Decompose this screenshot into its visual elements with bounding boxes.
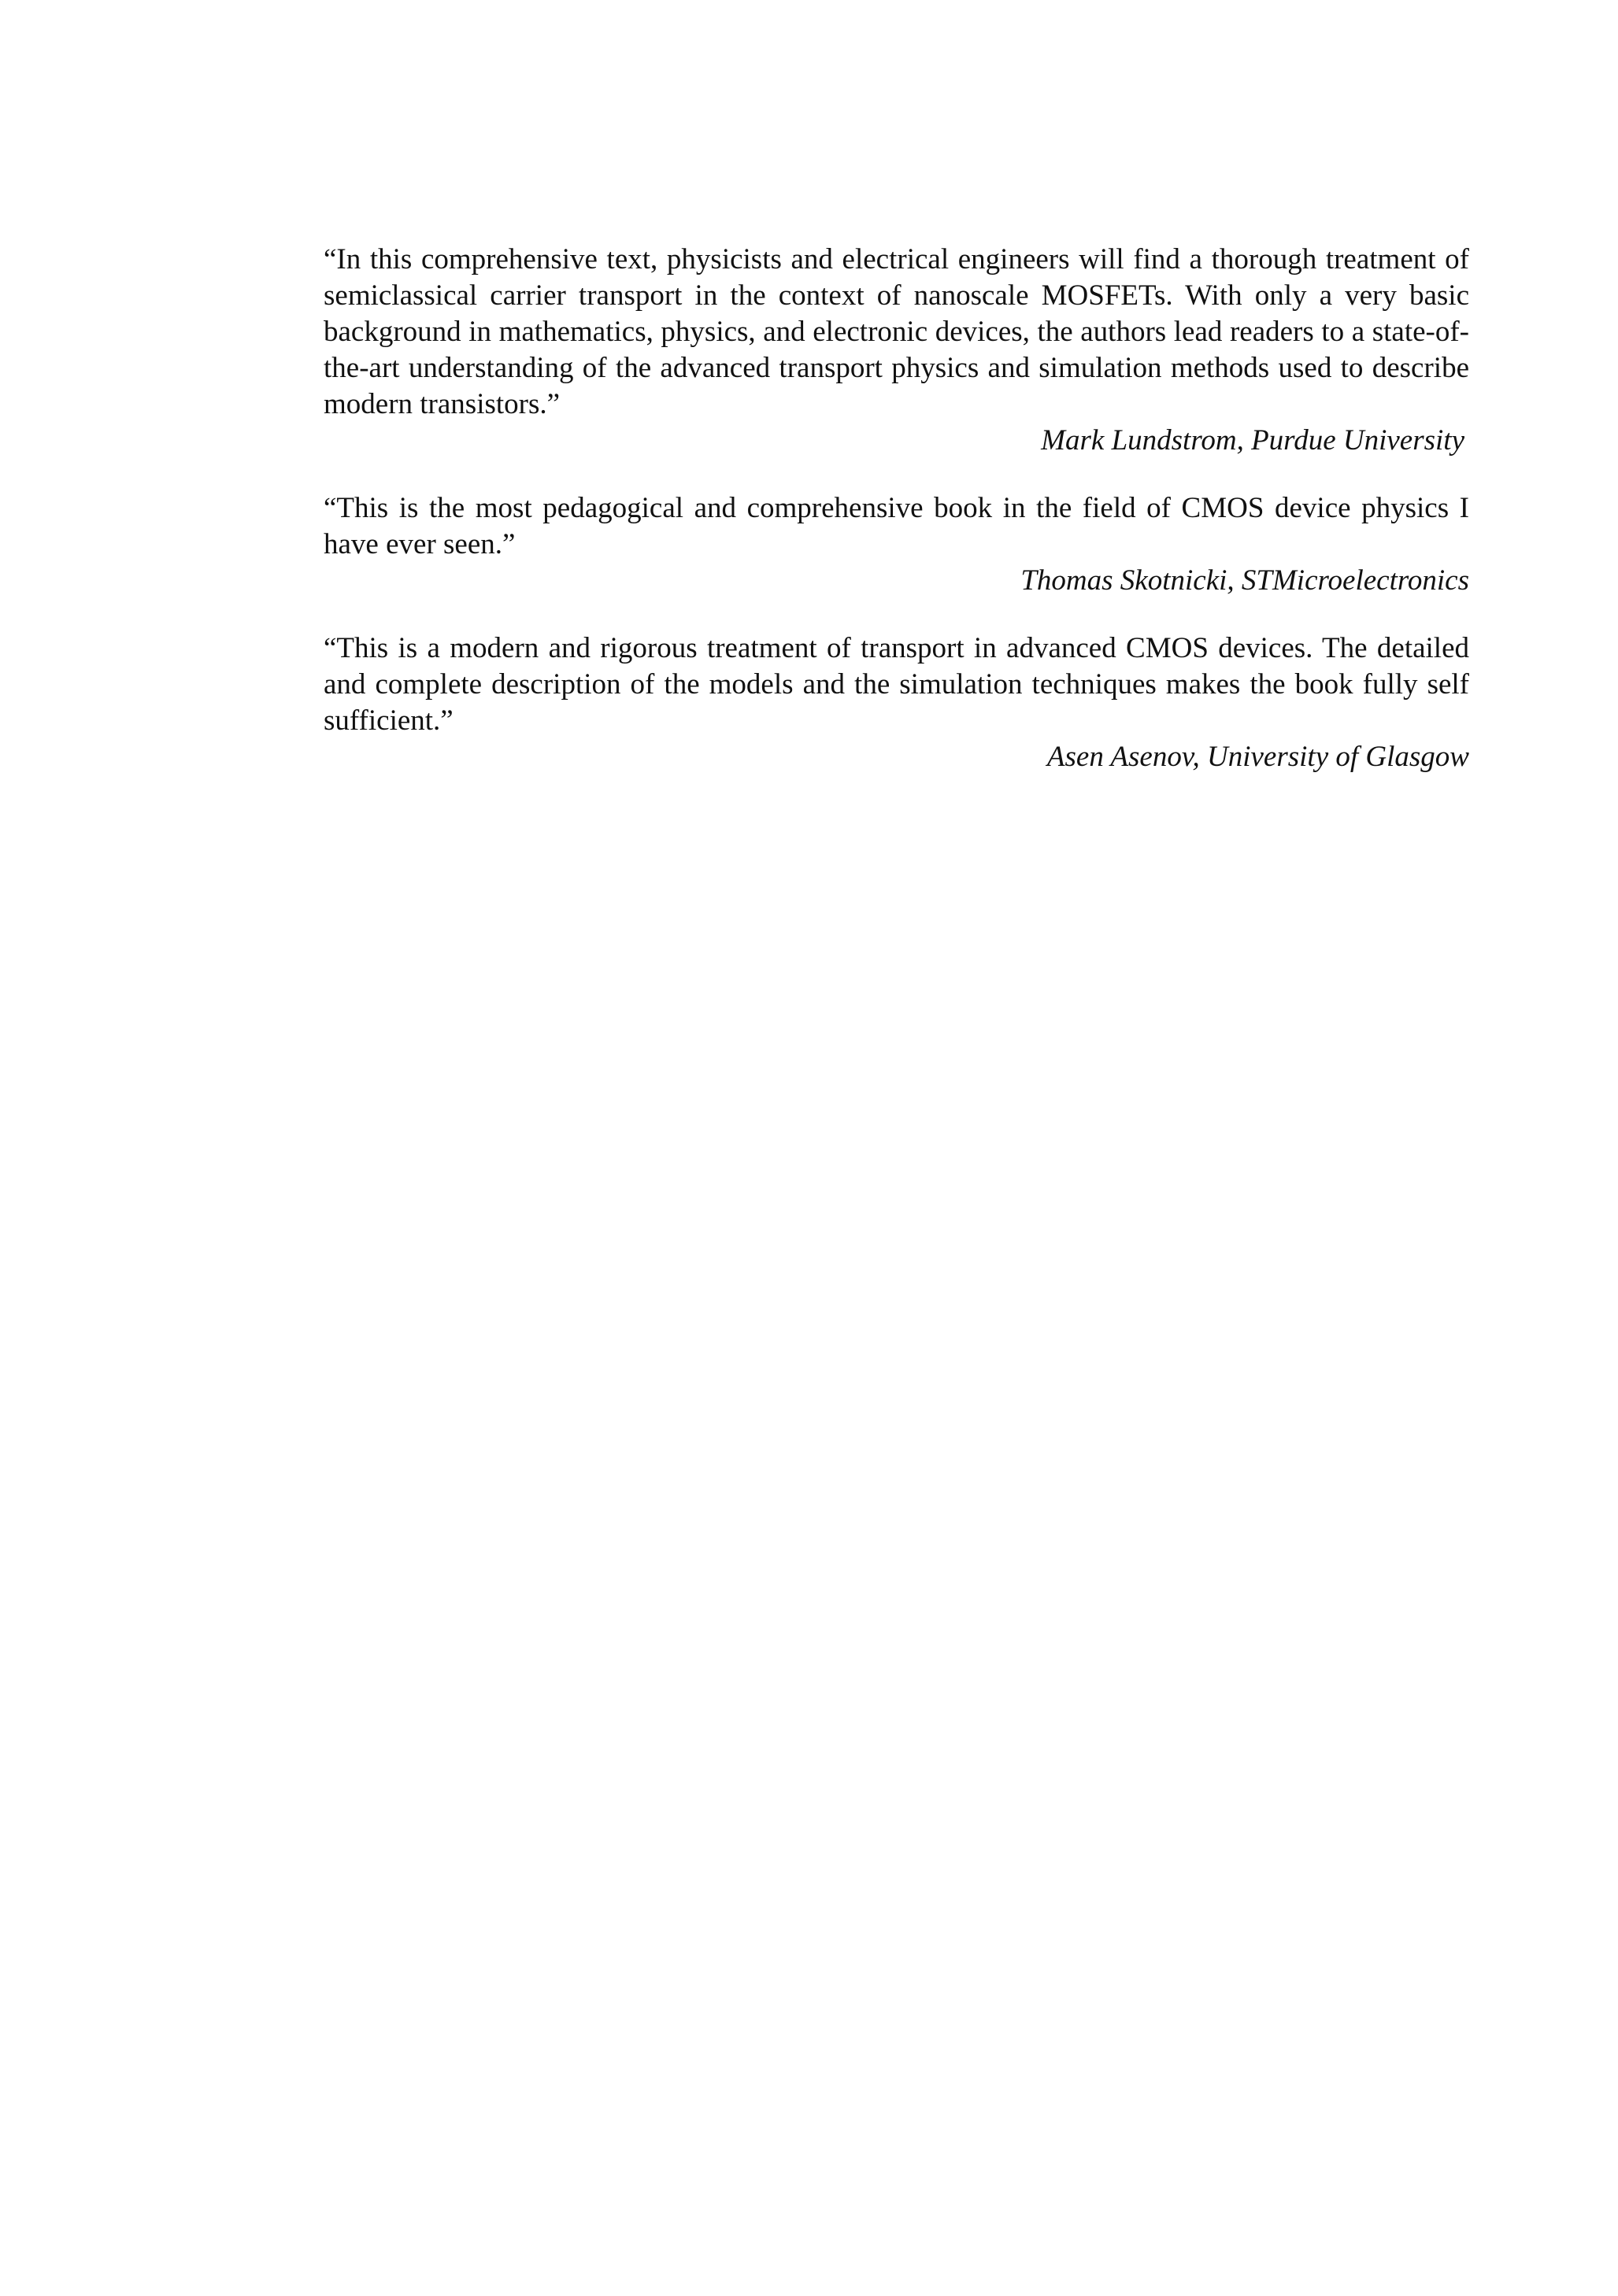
endorsement-quote: “In this comprehensive text, physicists and electrical engineers will find a thorough treatment of semiclassical carrier transport in the context of nanoscale MOSFETs. With only a very basic background in mathematics, physics, and electronic devices, the authors lead readers to a state-of-the-art understanding of the advanced transport physics and simulation methods used to describe modern transistors.” — [324, 243, 1469, 420]
endorsement-attribution: Asen Asenov, University of Glasgow — [1046, 741, 1469, 773]
endorsement-attribution: Thomas Skotnicki, STMicroelectronics — [1020, 564, 1469, 597]
endorsement-skotnicki — [324, 490, 1469, 599]
endorsement-quote: “This is a modern and rigorous treatment of transport in advanced CMOS devices. The detailed and complete description of the models and the simulation techniques makes the book fully self sufficient.” — [324, 632, 1469, 737]
endorsement-quote: “This is the most pedagogical and comprehensive book in the field of CMOS device physics I have ever seen.” — [324, 492, 1469, 560]
endorsement-lundstrom — [324, 242, 1469, 459]
endorsements-section — [324, 242, 1469, 807]
endorsement-attribution: Mark Lundstrom, Purdue University — [1041, 424, 1464, 457]
endorsement-asenov — [324, 630, 1469, 775]
